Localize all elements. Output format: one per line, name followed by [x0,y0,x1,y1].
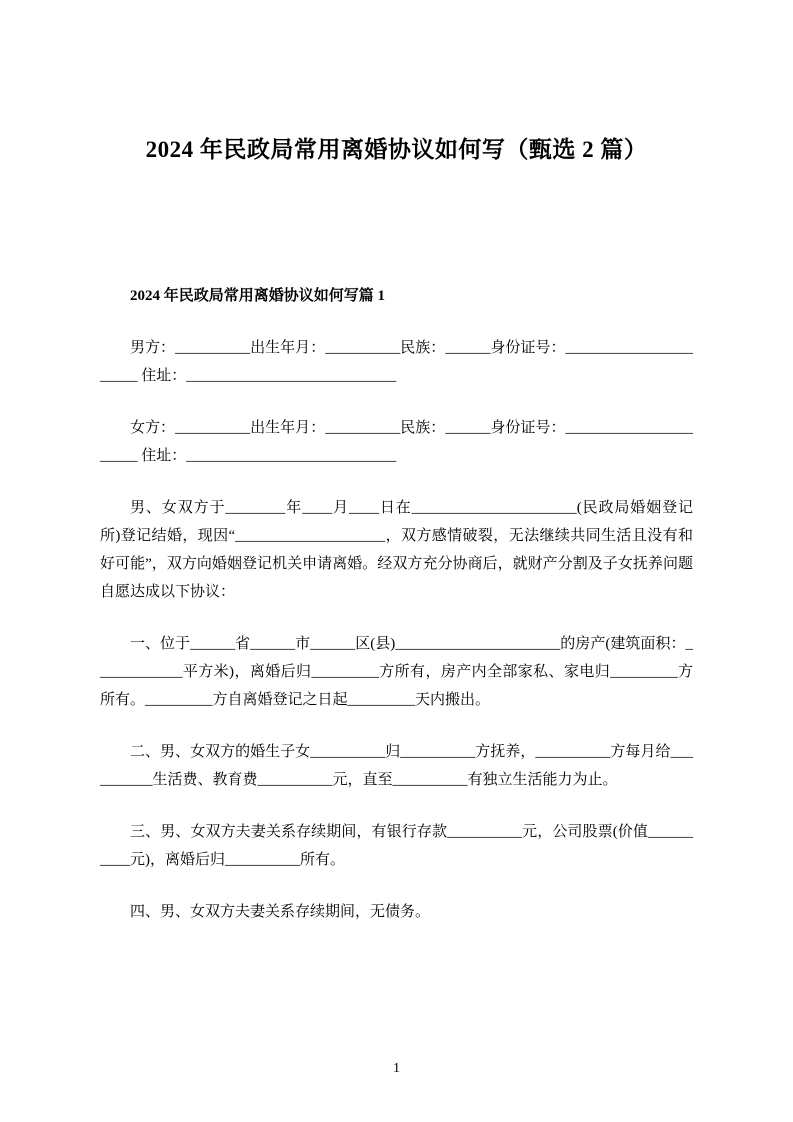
paragraph-husband-info: 男方：__________出生年月：__________民族：______身份证号：______________________ 住址：____________________________ [100,340,693,384]
paragraph-clause-2-children: 二、男、女双方的婚生子女__________归__________方抚养，__________方每月给__________生活费、教育费__________元，直至__________有独立生活能力为止。 [100,744,693,788]
paragraph-clause-3-savings: 三、男、女双方夫妻关系存续期间，有银行存款__________元，公司股票(价值__________元)，离婚后归__________所有。 [100,824,693,868]
paragraph-marriage-intro: 男、女双方于________年____月____日在______________________(民政局婚姻登记所)登记结婚，现因“____________________，双方感情破裂，无法继续共同生活且没有和好可能”，双方向婚姻登记机关申请离婚。经双方充分协商后，就财产分割及子女抚养问题自愿达成以下协议： [100,500,693,600]
paragraph-clause-1-property: 一、位于______省______市______区(县)______________________的房产(建筑面积：____________平方米)，离婚后归_________方所有，房产内全部家私、家电归_________方所有。_________方自离婚登记之日起_________天内搬出。 [100,636,693,708]
document-title: 2024 年民政局常用离婚协议如何写（甄选 2 篇） [145,137,648,162]
section-heading: 2024 年民政局常用离婚协议如何写篇 1 [130,288,386,304]
paragraph-wife-info: 女方：__________出生年月：__________民族：______身份证号：______________________ 住址：____________________________ [100,420,693,464]
paragraph-clause-4-debt: 四、男、女双方夫妻关系存续期间，无债务。 [130,904,431,920]
page-number: 1 [393,1061,400,1076]
